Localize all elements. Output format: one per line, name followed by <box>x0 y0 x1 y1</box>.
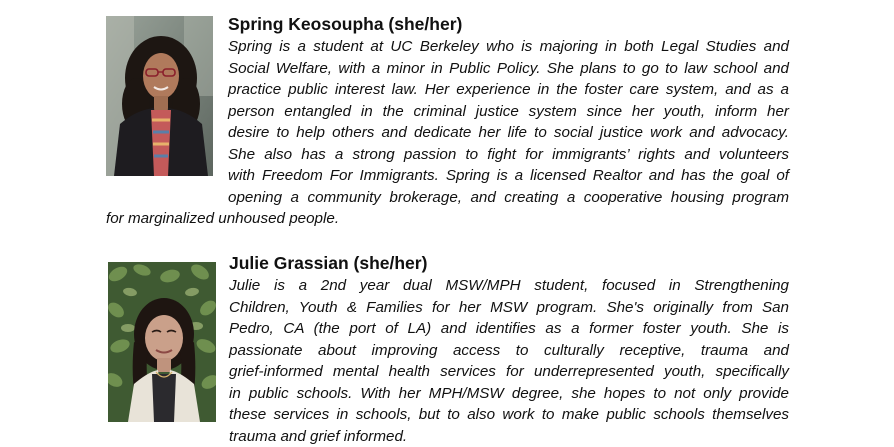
bio-line: for marginalized unhoused people. <box>106 210 340 227</box>
bio-line: opening a community brokerage, and creating a cooperative housing program <box>228 188 789 206</box>
profile-name: Spring Keosoupha (she/her) <box>228 14 463 34</box>
bio-line: practice public interest law. Her experience in the foster care system, and as a <box>228 81 789 98</box>
bio-line: these services in schools, but to also work to make public schools themselves <box>229 406 789 423</box>
bio-line: in public schools. With her MPH/MSW degree, she hopes to not only provide <box>229 384 789 402</box>
bio-line: She also has a strong passion to fight for immigrants’ rights and volunteers <box>228 145 789 163</box>
bio-line: passionate about improving access to culturally receptive, trauma and <box>229 341 789 359</box>
bio-line: grief-informed mental health services for underrepresented youth, specifically <box>229 363 789 380</box>
bio-line: Julie is a 2nd year dual MSW/MPH student, focused in Strengthening <box>229 277 789 294</box>
profile-julie <box>0 240 894 447</box>
portrait-image <box>106 16 213 176</box>
bio-line: person entangled in the criminal justice system since her youth, inform her <box>228 102 789 120</box>
profile-photo-julie <box>108 262 216 422</box>
bio-line: Children, Youth & Families for her MSW program. She's originally from San <box>229 298 789 316</box>
bio-line: Pedro, CA (the port of LA) and identifies as a former foster youth. She is <box>229 320 789 337</box>
profile-photo-spring <box>106 16 213 176</box>
portrait-image <box>108 262 216 422</box>
bio-line: Spring is a student at UC Berkeley who is majoring in both Legal Studies and <box>228 38 789 55</box>
bio-line: Social Welfare, with a minor in Public Policy. She plans to go to law school and <box>228 59 789 77</box>
bio-line: trauma and grief informed. <box>229 427 408 445</box>
bio-line: desire to help others and dedicate her life to social justice work and advocacy. <box>228 124 789 141</box>
profile-name: Julie Grassian (she/her) <box>229 253 428 273</box>
bio-line: with Freedom For Immigrants. Spring is a licensed Realtor and has the goal of <box>228 167 789 184</box>
